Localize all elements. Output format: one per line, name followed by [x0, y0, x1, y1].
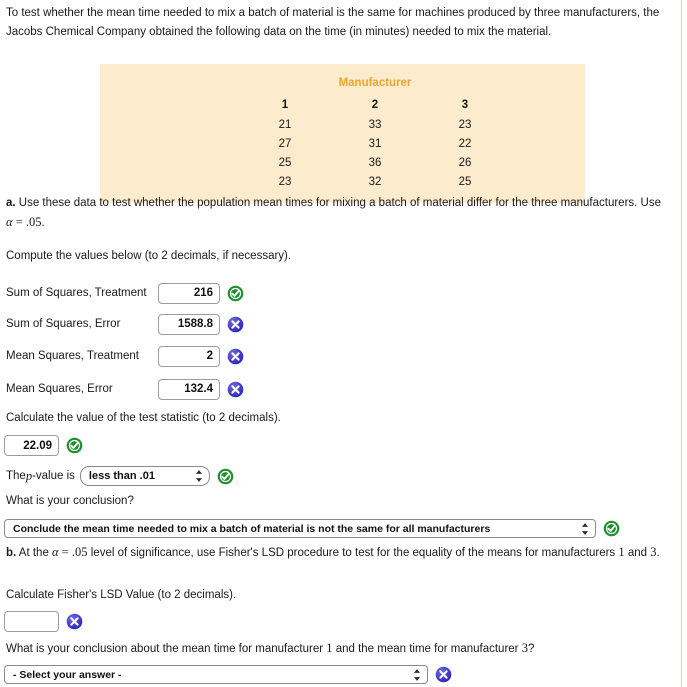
intro-paragraph: To test whether the mean time needed to mix a batch of material is the same for machines produced by three manufacturers, the Jacobs Chemical Company obtained the following data on the time (in minutes) needed to mix the material. [6, 7, 660, 38]
p-value-select-wrapper [80, 466, 210, 486]
conclusion-select-wrapper [4, 519, 596, 538]
incorrect-x-icon [66, 613, 83, 630]
answer-row-mst [6, 345, 244, 367]
table-spacer-cell [100, 64, 240, 94]
alpha-value: .05 [25, 215, 42, 229]
alpha-symbol: α [6, 215, 13, 229]
answer-row-sse [6, 313, 244, 335]
manufacturer-second: 3 [650, 545, 657, 559]
part-a-statement [6, 194, 671, 233]
lsd-value-row [4, 611, 83, 632]
manufacturer-data-table [100, 64, 585, 203]
cell-r2c2: 31 [368, 137, 382, 150]
input-test-statistic[interactable] [4, 435, 59, 456]
input-sum-squares-treatment[interactable] [158, 283, 220, 304]
cell-r4c3: 25 [458, 175, 472, 188]
question-manufacturer-1: 1 [326, 641, 333, 655]
part-a-text: Use these data to test whether the population mean times for mixing a batch of material differ for the three manufacturers. Use [15, 197, 661, 209]
p-value-prefix-rest: -value is [32, 470, 75, 482]
cell-r4c2: 32 [368, 175, 382, 188]
conclusion-a-row [4, 519, 620, 538]
incorrect-x-icon [227, 381, 244, 398]
input-mean-squares-error[interactable] [158, 379, 220, 400]
cell-r3c2: 36 [368, 156, 382, 169]
table-title: Manufacturer [338, 77, 412, 89]
page-right-border [681, 0, 682, 687]
manufacturer-first: 1 [618, 545, 625, 559]
part-b-text-4: . [656, 547, 660, 559]
column-header-1: 1 [281, 98, 289, 111]
part-b-statement [6, 543, 682, 563]
correct-check-icon [227, 285, 244, 302]
input-sum-squares-error[interactable] [158, 314, 220, 335]
incorrect-x-icon [227, 348, 244, 365]
part-b-text-1: At the [16, 547, 53, 559]
alpha-equals: = [15, 215, 23, 229]
label-sum-squares-treatment: Sum of Squares, Treatment [6, 287, 147, 299]
answer-select[interactable] [4, 665, 428, 684]
cell-r1c2: 33 [368, 118, 382, 131]
cell-r1c3: 23 [458, 118, 472, 131]
p-value-prefix: The [6, 470, 26, 482]
compute-instruction: Compute the values below (to 2 decimals, if necessary). [6, 250, 292, 262]
p-symbol: p [25, 468, 33, 483]
table-row [100, 115, 585, 134]
conclusion-b-row [4, 665, 452, 684]
input-mean-squares-treatment[interactable] [158, 346, 220, 367]
answer-row-sst [6, 282, 244, 304]
label-mean-squares-error: Mean Squares, Error [6, 383, 113, 395]
conclusion-select[interactable] [4, 519, 596, 538]
column-header-2: 2 [371, 98, 379, 111]
answer-select-wrapper [4, 665, 428, 684]
alpha-value: .05 [71, 545, 88, 559]
test-statistic-instruction: Calculate the value of the test statistic (to 2 decimals). [6, 412, 281, 424]
cell-r1c1: 21 [278, 118, 292, 131]
lsd-instruction: Calculate Fisher's LSD Value (to 2 decimals). [6, 589, 237, 601]
incorrect-x-icon [435, 666, 452, 683]
cell-r2c3: 22 [458, 137, 472, 150]
cell-r4c1: 23 [278, 175, 292, 188]
alpha-equals: = [61, 545, 69, 559]
cell-r3c3: 26 [458, 156, 472, 169]
correct-check-icon [66, 437, 83, 454]
part-b-label: b. [6, 547, 17, 559]
question-suffix: ? [527, 643, 535, 655]
part-b-text-2: level of significance, use Fisher's LSD procedure to test for the equality of the means for manufacturers [87, 547, 619, 559]
incorrect-x-icon [227, 316, 244, 333]
cell-r3c1: 25 [278, 156, 292, 169]
alpha-symbol: α [52, 545, 59, 559]
table-row [100, 134, 585, 153]
question-middle: and the mean time for manufacturer [332, 643, 522, 655]
conclusion-question-a: What is your conclusion? [6, 495, 134, 507]
p-value-row [6, 466, 234, 486]
test-statistic-row [4, 435, 83, 456]
input-lsd-value[interactable] [4, 611, 59, 632]
question-manufacturer-3: 3 [521, 641, 528, 655]
part-a-label: a. [6, 197, 16, 209]
table-header-row [100, 94, 585, 115]
conclusion-question-b [6, 639, 682, 659]
cell-r2c1: 27 [278, 137, 292, 150]
label-mean-squares-treatment: Mean Squares, Treatment [6, 350, 139, 362]
question-prefix: What is your conclusion about the mean time for manufacturer [6, 643, 327, 655]
table-row [100, 153, 585, 172]
table-tail-cell [510, 64, 585, 94]
label-sum-squares-error: Sum of Squares, Error [6, 318, 121, 330]
part-b-text-3: and [624, 547, 651, 559]
correct-check-icon [217, 468, 234, 485]
answer-row-mse [6, 378, 244, 400]
column-header-3: 3 [461, 98, 469, 111]
correct-check-icon [603, 520, 620, 537]
part-a-period: . [41, 217, 45, 229]
p-value-select[interactable] [80, 466, 210, 486]
